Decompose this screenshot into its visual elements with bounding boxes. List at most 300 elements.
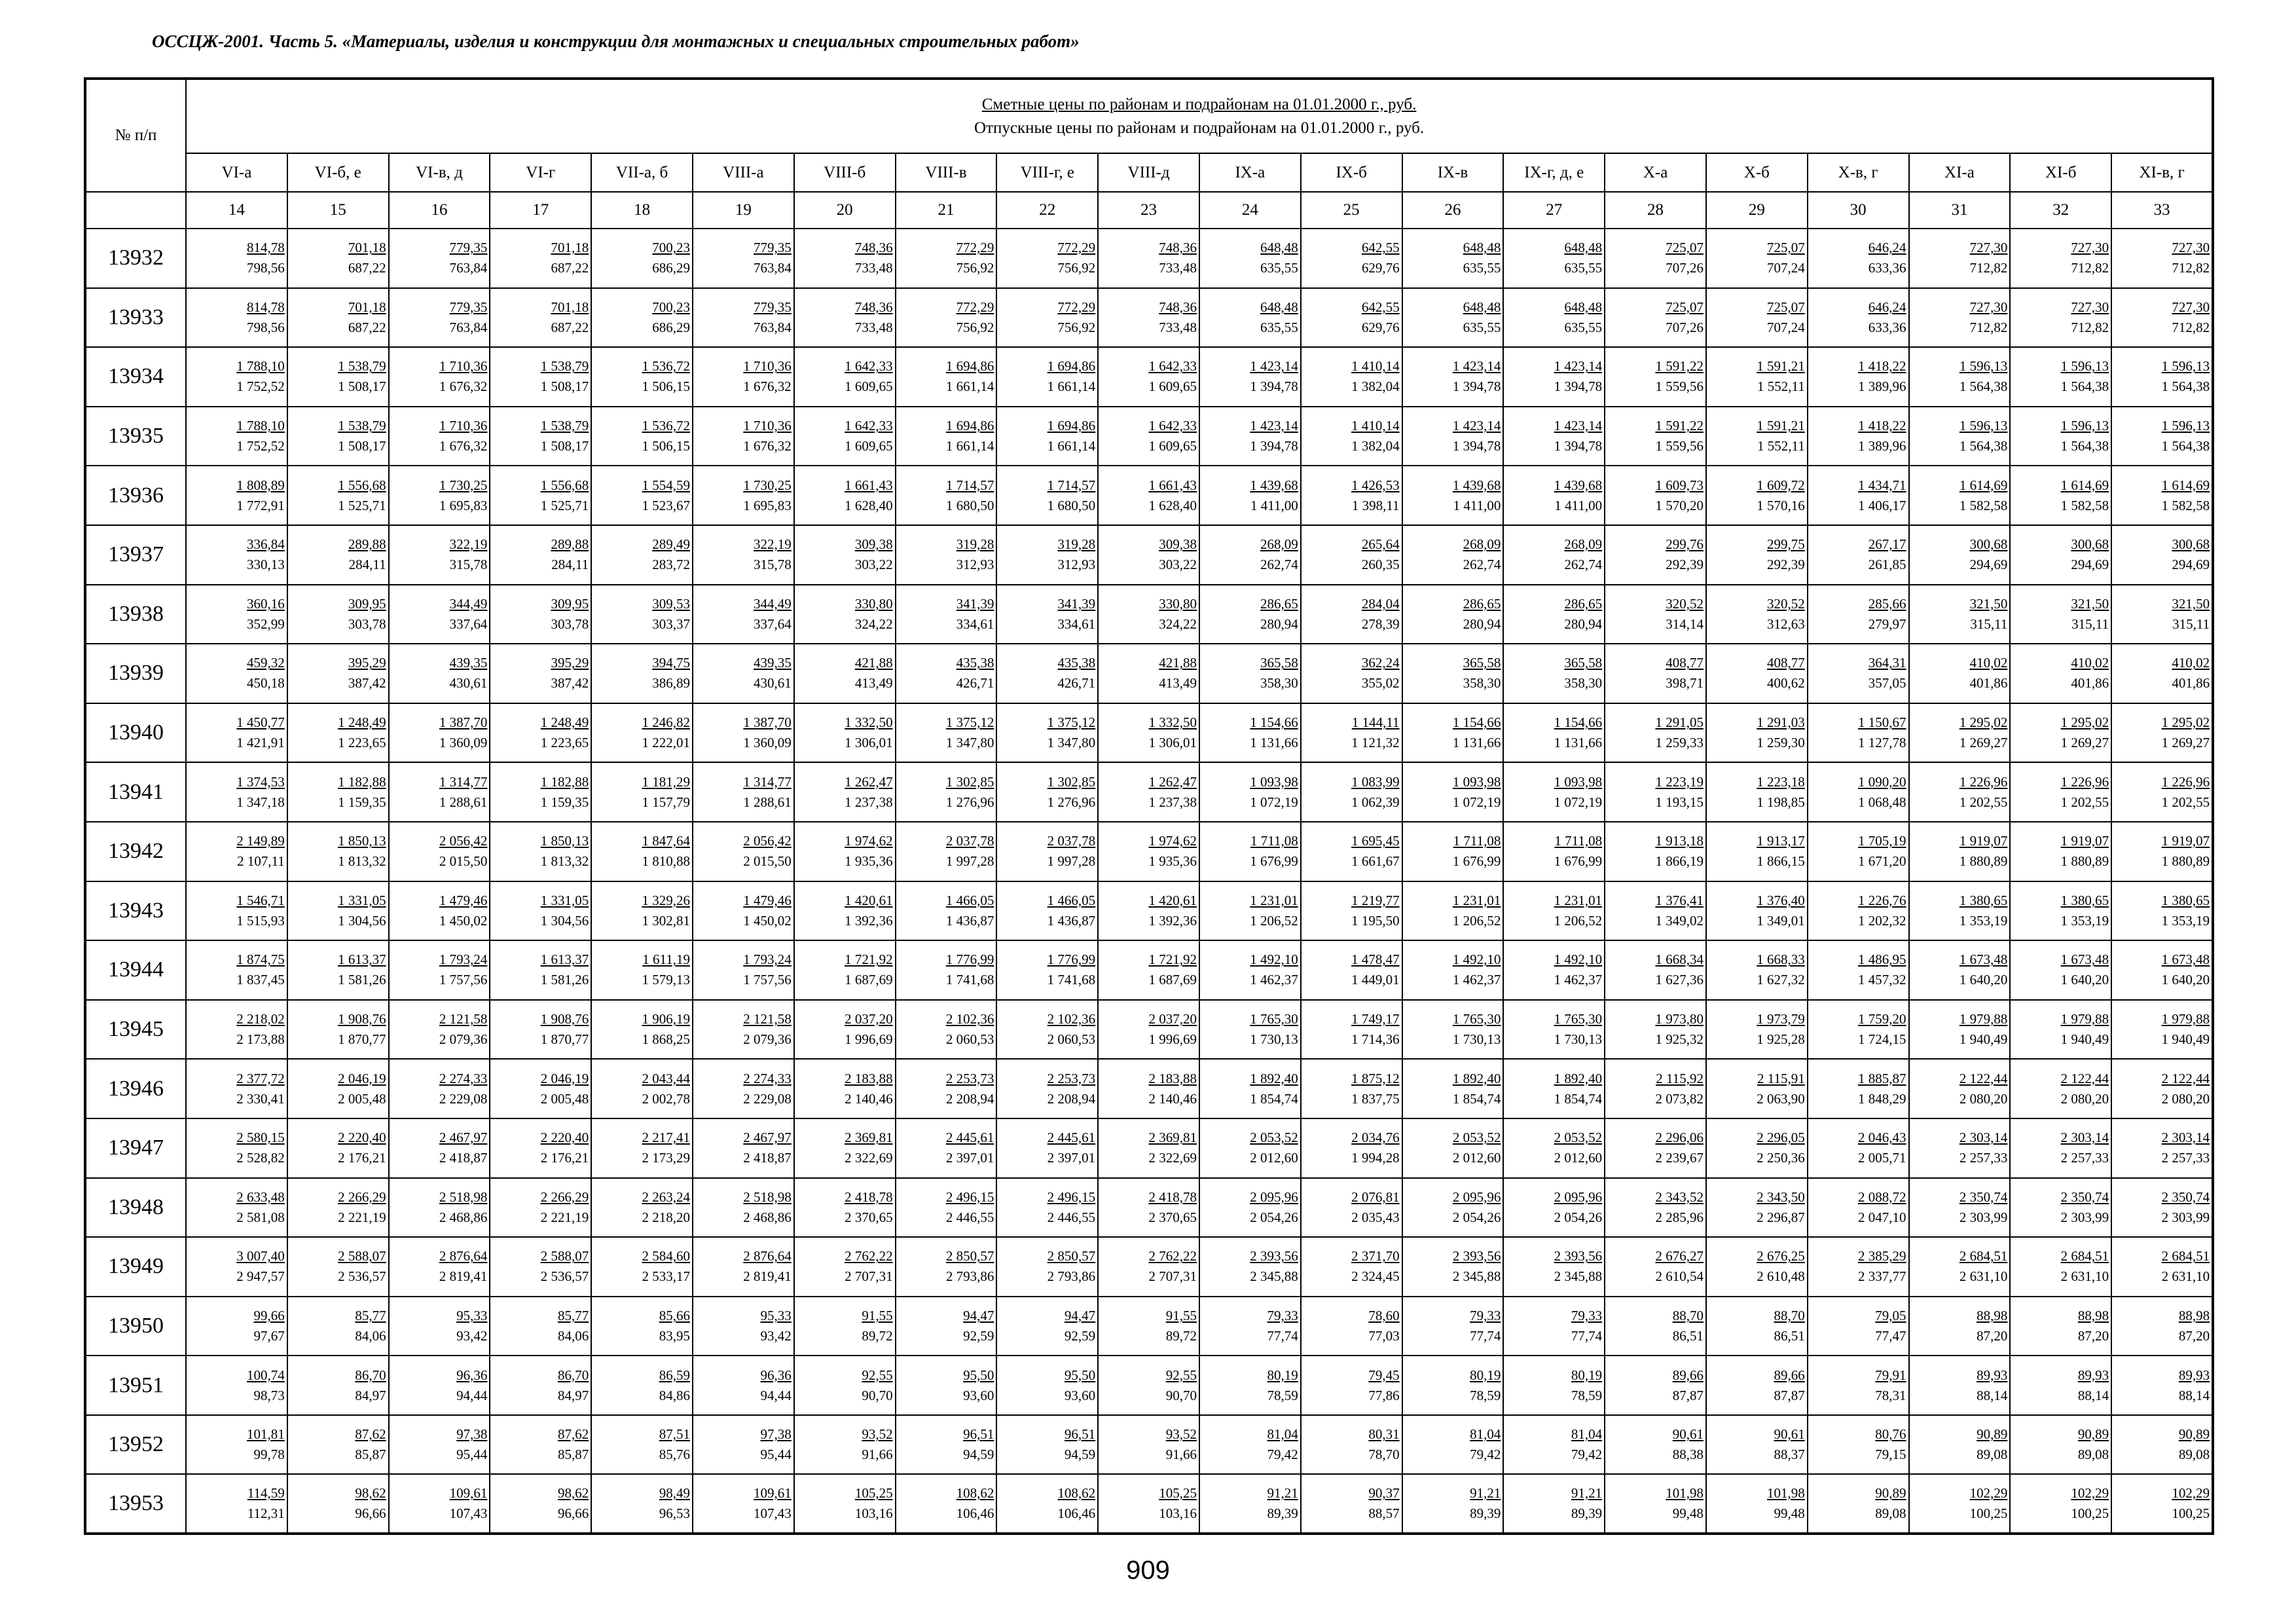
estimate-price-value: 79,33 [1571, 1307, 1603, 1323]
release-price: 324,22 [1159, 616, 1197, 632]
price-cell [1706, 822, 1808, 881]
region-header: VII-а, б [591, 153, 693, 192]
release-price: 2 229,08 [439, 1090, 488, 1107]
release-price: 352,99 [247, 616, 285, 632]
estimate-price [997, 1246, 1095, 1266]
release-price: 2 631,10 [2060, 1268, 2109, 1285]
estimate-price-value: 330,80 [854, 595, 893, 612]
price-cell [287, 1000, 389, 1060]
estimate-price [795, 1187, 893, 1208]
estimate-price [2011, 712, 2109, 733]
estimate-price [490, 772, 589, 792]
estimate-price-value: 1 596,13 [2161, 358, 2210, 375]
price-cell [1605, 1118, 1706, 1178]
estimate-price [896, 1009, 994, 1029]
estimate-price-value: 1 668,34 [1655, 951, 1704, 968]
table-row [85, 229, 2213, 288]
price-cell [2010, 1059, 2111, 1118]
price-cell [794, 407, 896, 466]
estimate-price [187, 1424, 285, 1445]
release-price: 2 322,69 [845, 1150, 893, 1166]
release-price: 98,73 [253, 1387, 285, 1403]
price-cell [1199, 762, 1301, 822]
release-price: 1 925,28 [1757, 1031, 1805, 1048]
release-price: 2 819,41 [439, 1268, 488, 1285]
estimate-price [896, 534, 994, 555]
region-header: VIII-д [1098, 153, 1199, 192]
estimate-price-value: 725,07 [1767, 299, 1805, 315]
estimate-price-value: 79,33 [1470, 1307, 1501, 1323]
release-price: 1 680,50 [945, 497, 994, 513]
estimate-price-value: 95,33 [760, 1307, 792, 1323]
price-cell [389, 1059, 490, 1118]
estimate-price [390, 416, 488, 436]
estimate-price-value: 1 314,77 [439, 773, 488, 790]
price-cell [287, 762, 389, 822]
price-cell [693, 466, 794, 525]
estimate-price-value: 90,89 [1977, 1426, 2008, 1443]
release-price: 2 218,20 [642, 1209, 690, 1225]
release-price: 99,48 [1774, 1505, 1805, 1522]
price-cell [1909, 1237, 2011, 1297]
release-price: 312,63 [1767, 616, 1805, 632]
estimate-price-value: 1 673,48 [2161, 951, 2210, 968]
estimate-price [390, 594, 488, 614]
release-price: 2 468,86 [743, 1209, 792, 1225]
price-cell [996, 407, 1098, 466]
price-cell [1199, 822, 1301, 881]
price-cell [1301, 1000, 1402, 1060]
release-price: 89,08 [1875, 1505, 1906, 1522]
estimate-price-value: 648,48 [1564, 240, 1603, 256]
estimate-price [997, 1483, 1095, 1504]
estimate-price [997, 1187, 1095, 1208]
estimate-price-value: 1 556,68 [338, 477, 386, 493]
release-price: 1 854,74 [1452, 1090, 1501, 1107]
price-cell [1503, 1356, 1605, 1415]
price-cell [896, 288, 997, 348]
release-price: 1 398,11 [1351, 497, 1400, 513]
release-price: 79,15 [1875, 1447, 1906, 1463]
price-cell [1301, 703, 1402, 763]
estimate-price-value: 459,32 [247, 655, 285, 671]
release-price: 1 436,87 [945, 912, 994, 929]
estimate-price [1403, 1128, 1501, 1148]
release-price: 1 848,29 [1858, 1090, 1906, 1107]
estimate-price-value: 344,49 [754, 595, 792, 612]
estimate-price-value: 1 295,02 [1959, 714, 2008, 731]
price-cell [186, 703, 287, 763]
price-cell [1909, 644, 2011, 703]
price-cell [1909, 525, 2011, 585]
release-price: 2 397,01 [945, 1150, 994, 1166]
price-cell [490, 525, 591, 585]
release-price: 1 269,27 [2161, 735, 2210, 751]
release-price: 77,74 [1470, 1327, 1501, 1344]
release-price: 426,71 [1057, 675, 1096, 692]
price-cell [996, 703, 1098, 763]
estimate-price-value: 1 375,12 [945, 714, 994, 731]
estimate-price [187, 1187, 285, 1208]
estimate-price [2112, 772, 2210, 792]
release-price: 1 552,11 [1757, 378, 1805, 395]
release-price: 89,39 [1470, 1505, 1501, 1522]
price-cell [693, 1474, 794, 1534]
estimate-price [997, 831, 1095, 851]
estimate-price-value: 1 420,61 [845, 892, 893, 908]
release-price: 2 079,36 [743, 1031, 792, 1048]
release-price: 84,86 [659, 1387, 690, 1403]
estimate-price-value: 93,52 [862, 1426, 893, 1443]
estimate-price [1302, 475, 1400, 496]
estimate-price [997, 891, 1095, 911]
estimate-price [1504, 475, 1602, 496]
estimate-price-value: 1 439,68 [1250, 477, 1298, 493]
estimate-price [1504, 1187, 1602, 1208]
estimate-price-value: 79,45 [1368, 1367, 1400, 1383]
price-cell [996, 1118, 1098, 1178]
estimate-price [187, 772, 285, 792]
estimate-price [1808, 594, 1906, 614]
estimate-price-value: 1 694,86 [1047, 358, 1096, 375]
price-cell [2111, 347, 2213, 407]
estimate-price-value: 1 788,10 [236, 418, 285, 434]
release-price: 1 866,19 [1655, 853, 1704, 870]
price-cell [794, 822, 896, 881]
estimate-price [490, 653, 589, 673]
release-price: 1 394,78 [1554, 438, 1603, 454]
estimate-price [1605, 1069, 1704, 1089]
release-price: 401,86 [2172, 675, 2210, 692]
price-cell [1503, 703, 1605, 763]
estimate-price-value: 1 919,07 [2060, 833, 2109, 849]
estimate-price [693, 1306, 792, 1326]
release-price: 2 015,50 [439, 853, 488, 870]
price-cell [996, 1237, 1098, 1297]
price-cell [2111, 1059, 2213, 1118]
release-price: 315,11 [2172, 616, 2210, 632]
estimate-price [1808, 772, 1906, 792]
price-cell [1706, 585, 1808, 644]
estimate-price-value: 1 714,57 [945, 477, 994, 493]
estimate-price [490, 1246, 589, 1266]
estimate-price-value: 300,68 [1969, 536, 2008, 553]
release-price: 324,22 [854, 616, 893, 632]
price-cell [1503, 1297, 1605, 1356]
release-price: 88,14 [1977, 1387, 2008, 1403]
release-price: 1 392,36 [1148, 912, 1197, 929]
price-cell [1605, 1000, 1706, 1060]
estimate-price-value: 286,65 [1260, 595, 1298, 612]
price-cell [1402, 1118, 1504, 1178]
price-cell [1706, 1118, 1808, 1178]
price-cell [186, 762, 287, 822]
release-price: 2 285,96 [1655, 1209, 1704, 1225]
estimate-price [1605, 1306, 1704, 1326]
release-price: 2 793,86 [1047, 1268, 1096, 1285]
estimate-price [592, 1306, 690, 1326]
estimate-price [592, 356, 690, 377]
price-cell [896, 1237, 997, 1297]
price-cell [186, 288, 287, 348]
release-price: 1 206,52 [1452, 912, 1501, 929]
price-cell [490, 1059, 591, 1118]
price-cell [693, 1118, 794, 1178]
price-cell [287, 1059, 389, 1118]
estimate-price-value: 90,61 [1774, 1426, 1805, 1443]
estimate-price-value: 2 253,73 [1047, 1070, 1096, 1086]
estimate-price-value: 725,07 [1767, 240, 1805, 256]
price-cell [996, 288, 1098, 348]
release-price: 1 564,38 [2060, 378, 2109, 395]
estimate-price [1707, 1187, 1805, 1208]
price-cell [186, 940, 287, 1000]
estimate-price-value: 1 596,13 [2060, 418, 2109, 434]
price-cell [1808, 585, 1909, 644]
estimate-price-value: 91,55 [1165, 1307, 1197, 1323]
price-cell [1301, 466, 1402, 525]
price-cell [1301, 1415, 1402, 1475]
price-cell [287, 407, 389, 466]
price-cell [2010, 703, 2111, 763]
release-price: 1 564,38 [2060, 438, 2109, 454]
estimate-price [1504, 831, 1602, 851]
estimate-price [1910, 356, 2008, 377]
release-price: 686,29 [652, 319, 690, 335]
release-price: 798,56 [247, 260, 285, 276]
release-price: 2 370,65 [845, 1209, 893, 1225]
price-cell [1706, 288, 1808, 348]
estimate-price [997, 475, 1095, 496]
release-price: 2 221,19 [338, 1209, 386, 1225]
estimate-price [490, 594, 589, 614]
estimate-price [1808, 534, 1906, 555]
estimate-price-value: 2 633,48 [236, 1189, 285, 1205]
estimate-price-value: 89,66 [1774, 1367, 1805, 1383]
price-cell [1402, 703, 1504, 763]
estimate-price-value: 1 479,46 [439, 892, 488, 908]
release-price: 1 237,38 [845, 794, 893, 810]
estimate-price [490, 1306, 589, 1326]
estimate-price-value: 89,66 [1672, 1367, 1704, 1383]
release-price: 90,70 [862, 1387, 893, 1403]
estimate-price-value: 88,70 [1774, 1307, 1805, 1323]
estimate-price-value: 772,29 [1057, 299, 1096, 315]
price-cell [2111, 1237, 2213, 1297]
release-price: 78,31 [1875, 1387, 1906, 1403]
price-cell [1909, 1059, 2011, 1118]
price-cell [896, 407, 997, 466]
release-price: 96,66 [557, 1505, 589, 1522]
price-cell [591, 1297, 693, 1356]
estimate-price-value: 2 385,29 [1858, 1248, 1906, 1264]
estimate-price-value: 96,36 [456, 1367, 488, 1383]
price-cell [1706, 1474, 1808, 1534]
price-cell [490, 407, 591, 466]
estimate-price [693, 1246, 792, 1266]
column-number: 21 [896, 192, 997, 229]
estimate-price [288, 653, 386, 673]
estimate-price-value: 364,31 [1868, 655, 1906, 671]
estimate-price [592, 1424, 690, 1445]
estimate-price-value: 1 892,40 [1452, 1070, 1501, 1086]
release-price: 284,11 [551, 557, 589, 573]
estimate-price [1605, 950, 1704, 970]
release-price: 733,48 [854, 260, 893, 276]
estimate-price-value: 1 093,98 [1452, 773, 1501, 790]
estimate-price-value: 95,33 [456, 1307, 488, 1323]
release-price: 1 449,01 [1351, 972, 1400, 988]
estimate-price-value: 2 218,02 [236, 1011, 285, 1027]
estimate-price [997, 238, 1095, 258]
region-header: VI-а [186, 153, 287, 192]
estimate-price [693, 1187, 792, 1208]
estimate-price-value: 1 226,96 [2060, 773, 2109, 790]
release-price: 1 382,04 [1351, 378, 1400, 395]
release-price: 1 462,37 [1554, 972, 1603, 988]
estimate-price [1808, 1306, 1906, 1326]
estimate-price-value: 265,64 [1361, 536, 1400, 553]
estimate-price [390, 475, 488, 496]
price-cell [1301, 1297, 1402, 1356]
price-cell [287, 525, 389, 585]
estimate-price [1605, 1483, 1704, 1504]
release-price: 2 418,87 [743, 1150, 792, 1166]
price-cell [996, 1415, 1098, 1475]
release-price: 1 772,91 [236, 497, 285, 513]
estimate-price [2011, 1187, 2109, 1208]
row-number: 13953 [85, 1474, 186, 1534]
estimate-price [1808, 475, 1906, 496]
release-price: 1 394,78 [1250, 378, 1298, 395]
price-cell [287, 1297, 389, 1356]
estimate-price [2011, 950, 2109, 970]
price-cell [1199, 1474, 1301, 1534]
price-cell [794, 1059, 896, 1118]
estimate-price-value: 1 262,47 [1148, 773, 1197, 790]
price-cell [287, 881, 389, 941]
price-cell [1503, 466, 1605, 525]
estimate-price [288, 712, 386, 733]
price-cell [1098, 1297, 1199, 1356]
row-number: 13951 [85, 1356, 186, 1415]
price-cell [996, 229, 1098, 288]
estimate-price [896, 356, 994, 377]
release-price: 1 730,13 [1452, 1031, 1501, 1048]
release-price: 763,84 [754, 260, 792, 276]
column-number: 33 [2111, 192, 2213, 229]
price-cell [693, 1000, 794, 1060]
price-cell [2111, 525, 2213, 585]
price-cell [2111, 1118, 2213, 1178]
price-cell [1098, 1178, 1199, 1238]
region-header: VIII-а [693, 153, 794, 192]
estimate-price [997, 297, 1095, 318]
table-row [85, 1297, 2213, 1356]
estimate-price [1099, 1009, 1197, 1029]
table-row [85, 1118, 2213, 1178]
price-table [84, 77, 2214, 1535]
release-price: 89,39 [1267, 1505, 1298, 1522]
estimate-price-value: 727,30 [1969, 240, 2008, 256]
price-cell [1503, 1237, 1605, 1297]
estimate-price [187, 831, 285, 851]
release-price: 260,35 [1361, 557, 1400, 573]
estimate-price-value: 1 710,36 [743, 358, 792, 375]
estimate-price [693, 297, 792, 318]
estimate-price [1605, 534, 1704, 555]
price-cell [1098, 1474, 1199, 1534]
document-header: ОССЦЖ-2001. Часть 5. «Материалы, изделия и конструкции для монтажных и специальных строительных работ» [152, 31, 1080, 51]
estimate-price-value: 92,55 [1165, 1367, 1197, 1383]
price-table-title [186, 79, 2213, 153]
release-price: 430,61 [754, 675, 792, 692]
estimate-price-value: 1 554,59 [642, 477, 690, 493]
release-price: 355,02 [1361, 675, 1400, 692]
price-cell [1301, 762, 1402, 822]
price-cell [1605, 1474, 1706, 1534]
price-cell [1301, 1237, 1402, 1297]
release-price: 1 714,36 [1351, 1031, 1400, 1048]
release-price: 1 994,28 [1351, 1150, 1400, 1166]
release-price: 77,47 [1875, 1327, 1906, 1344]
price-cell [1402, 466, 1504, 525]
price-cell [1909, 1356, 2011, 1415]
estimate-price [490, 712, 589, 733]
release-price: 2 140,46 [1148, 1090, 1197, 1107]
estimate-price [1605, 356, 1704, 377]
release-price: 88,37 [1774, 1447, 1805, 1463]
estimate-price-value: 700,23 [652, 240, 690, 256]
price-cell [1605, 1415, 1706, 1475]
table-body [85, 229, 2213, 1534]
estimate-price [1707, 653, 1805, 673]
table-row [85, 1356, 2213, 1415]
estimate-price [1808, 1069, 1906, 1089]
release-price: 687,22 [348, 319, 386, 335]
estimate-price-value: 1 248,49 [540, 714, 589, 731]
price-cell [1808, 1297, 1909, 1356]
estimate-price [2011, 891, 2109, 911]
estimate-price [1302, 594, 1400, 614]
estimate-price [1707, 297, 1805, 318]
estimate-price [1910, 712, 2008, 733]
price-cell [1605, 1297, 1706, 1356]
estimate-price-value: 92,55 [862, 1367, 893, 1383]
release-price: 358,30 [1463, 675, 1501, 692]
release-price: 315,78 [449, 557, 488, 573]
release-price: 312,93 [956, 557, 994, 573]
estimate-price-value: 727,30 [2172, 299, 2210, 315]
release-price: 1 353,19 [1959, 912, 2008, 929]
price-cell [693, 703, 794, 763]
estimate-price-value: 2 350,74 [2060, 1189, 2109, 1205]
price-cell [1605, 940, 1706, 1000]
estimate-price-value: 2 217,41 [642, 1130, 690, 1146]
release-price: 712,82 [1969, 319, 2008, 335]
price-cell [794, 644, 896, 703]
release-price: 1 609,65 [845, 378, 893, 395]
estimate-price [1504, 238, 1602, 258]
release-price: 84,06 [557, 1327, 589, 1344]
estimate-price-value: 648,48 [1463, 299, 1501, 315]
price-cell [2010, 1415, 2111, 1475]
estimate-price [1200, 594, 1298, 614]
price-cell [996, 822, 1098, 881]
release-price: 1 552,11 [1757, 438, 1805, 454]
release-price: 93,60 [963, 1387, 994, 1403]
price-cell [186, 407, 287, 466]
